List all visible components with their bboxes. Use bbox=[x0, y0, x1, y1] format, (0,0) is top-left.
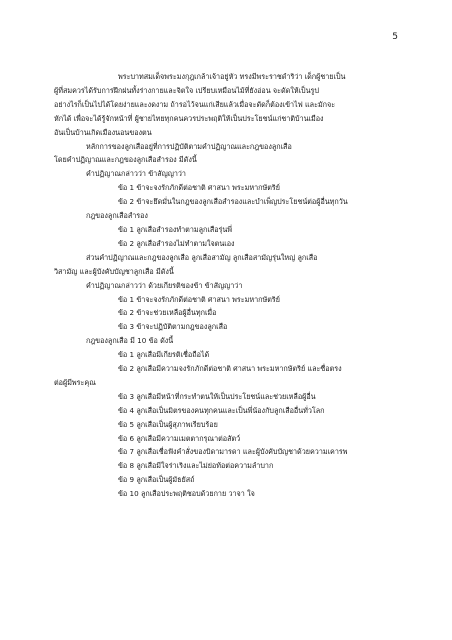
text-line: หลักการของลูกเสืออยู่ที่การปฏิบัติตามคำปฏิญาณและกฎของลูกเสือ bbox=[86, 141, 292, 151]
text-line: ข้อ 2 ลูกเสือสำรองไม่ทำตามใจตนเอง bbox=[118, 238, 235, 248]
text-line: ข้อ 2 ข้าจะยึดมั่นในกฎของลูกเสือสำรองและบำเพ็ญประโยชน์ต่อผู้อื่นทุกวัน bbox=[118, 197, 348, 207]
text-line: คำปฏิญาณกล่าวว่า ข้าสัญญาว่า bbox=[86, 169, 186, 179]
text-line: กฎของลูกเสือ มี 10 ข้อ ดังนี้ bbox=[86, 336, 174, 346]
page-number: 5 bbox=[392, 32, 398, 42]
text-line: กฎของลูกเสือสำรอง bbox=[86, 211, 148, 221]
text-line: ข้อ 6 ลูกเสือมีความเมตตากรุณาต่อสัตว์ bbox=[118, 433, 241, 443]
text-line: โดยคำปฏิญาณและกฎของลูกเสือสำรอง มีดังนี้ bbox=[54, 155, 197, 165]
text-line: ข้อ 1 ข้าจะจงรักภักดีต่อชาติ ศาสนา พระมหากษัตริย์ bbox=[118, 294, 280, 304]
text-line: อันเป็นบ้านเกิดเมืองนอนของตน bbox=[54, 127, 152, 137]
text-line: ข้อ 7 ลูกเสือเชื่อฟังคำสั่งของบิดามารดา และผู้บังคับบัญชาด้วยความเคารพ bbox=[118, 447, 348, 457]
text-line: ข้อ 4 ลูกเสือเป็นมิตรของคนทุกคนและเป็นพี่น้องกับลูกเสืออื่นทั่วโลก bbox=[118, 405, 325, 415]
text-line: ต่อผู้มีพระคุณ bbox=[54, 377, 96, 387]
text-line: อย่างไรก็เป็นไปได้โดยง่ายและงดงาม ถ้ารอไว้จนแก่เสียแล้วเมื่อจะดัดก็ต้องเข้าไฟ และมักจะ bbox=[54, 99, 336, 109]
text-line: ข้อ 3 ข้าจะปฏิบัติตามกฎของลูกเสือ bbox=[118, 322, 228, 332]
text-line: หักได้ เพื่อจะได้รู้จักหน้าที่ ผู้ชายไทยทุกคนควรประพฤติให้เป็นประโยชน์แก่ชาติบ้านเมือง bbox=[54, 113, 324, 123]
text-line: ข้อ 5 ลูกเสือเป็นผู้สุภาพเรียบร้อย bbox=[118, 419, 218, 429]
text-line: ข้อ 2 ข้าจะช่วยเหลือผู้อื่นทุกเมื่อ bbox=[118, 308, 217, 318]
text-line: วิสามัญ และผู้บังคับบัญชาลูกเสือ มีดังนี้ bbox=[54, 266, 174, 276]
text-line: คำปฏิญาณกล่าวว่า ด้วยเกียรติของข้า ข้าสัญญาว่า bbox=[86, 280, 243, 290]
text-line: ข้อ 3 ลูกเสือมีหน้าที่กระทำตนให้เป็นประโยชน์และช่วยเหลือผู้อื่น bbox=[118, 391, 316, 401]
text-line: ข้อ 1 ลูกเสือมีเกียรติเชื่อถือได้ bbox=[118, 350, 210, 360]
text-line: ข้อ 10 ลูกเสือประพฤติชอบด้วยกาย วาจา ใจ bbox=[118, 489, 255, 499]
text-line: ข้อ 1 ข้าจะจงรักภักดีต่อชาติ ศาสนา พระมหากษัตริย์ bbox=[118, 183, 280, 193]
text-line: ข้อ 1 ลูกเสือสำรองทำตามลูกเสือรุ่นพี่ bbox=[118, 224, 233, 234]
document-body bbox=[54, 70, 396, 501]
text-line: ข้อ 9 ลูกเสือเป็นผู้มัธยัสถ์ bbox=[118, 475, 195, 485]
text-line: ส่วนคำปฏิญาณและกฎของลูกเสือ ลูกเสือสามัญ ลูกเสือสามัญรุ่นใหญ่ ลูกเสือ bbox=[86, 252, 318, 262]
text-line: พระบาทสมเด็จพระมงกุฎเกล้าเจ้าอยู่หัว ทรงมีพระราชดำริว่า เด็กผู้ชายเป็น bbox=[118, 72, 346, 81]
text-line: ข้อ 2 ลูกเสือมีความจงรักภักดีต่อชาติ ศาสนา พระมหากษัตริย์ และซื่อตรง bbox=[118, 364, 342, 374]
text-line: ผู้ที่สมควรได้รับการฝึกฝนทั้งร่างกายและจิตใจ เปรียบเหมือนไม้ที่ยังอ่อน จะดัดให้เป็นรูป bbox=[54, 85, 319, 95]
text-line: ข้อ 8 ลูกเสือมีใจร่าเริงและไม่ย่อท้อต่อความลำบาก bbox=[118, 461, 274, 471]
